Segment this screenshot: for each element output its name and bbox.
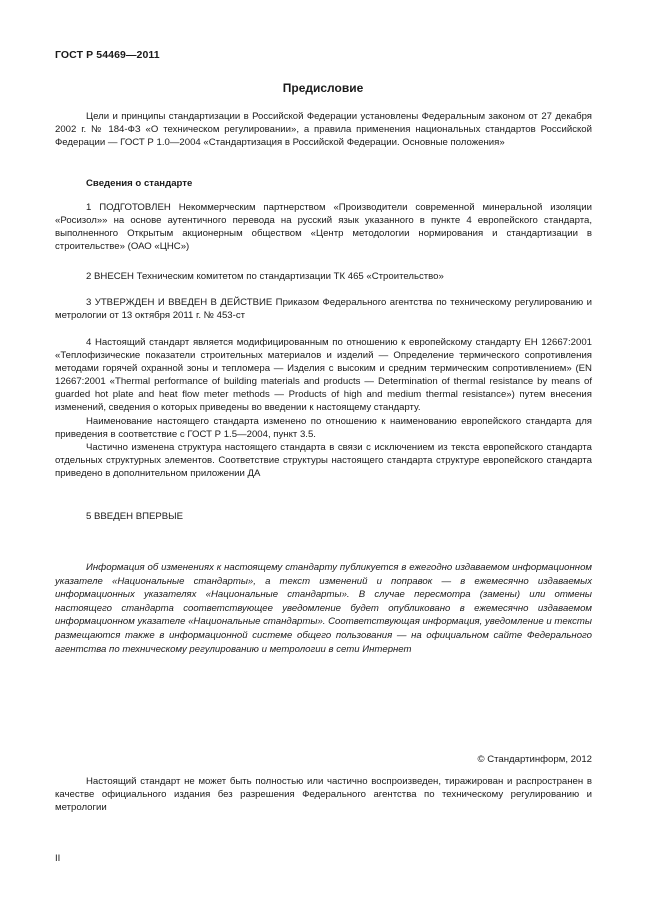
- page-title: Предисловие: [282, 81, 364, 95]
- item-3: [55, 296, 592, 322]
- document-id-header: ГОСТ Р 54469—2011: [55, 49, 160, 61]
- item-2: [55, 270, 592, 283]
- info-notice: [55, 561, 592, 656]
- info-notice-text: Информация об изменениях к настоящему стандарту публикуется в ежегодно издаваемом информационном указателе «Национальные стандарты», а текст изменений и поправок — в ежемесячно издаваемых информационных указателях «Национальные стандарты». В случае пересмотра (замены) или отмены настоящего стандарта соответствующее уведомление будет опубликовано в ежемесячно издаваемом информационном указателе «Национальные стандарты». Соответствующая информация, уведомление и тексты размещаются также в информационной системе общего пользования — на официальном сайте Федерального агентства по техническому регулированию и метрологии в сети Интернет: [55, 562, 592, 655]
- item-4-paragraph-3: Частично изменена структура настоящего стандарта в связи с исключением из текста европейского стандарта отдельных структурных элементов. Соответствие структуры настоящего стандарта структуре европейского стандарта приведено в дополнительном приложении ДА: [55, 441, 592, 479]
- item-5: [55, 510, 592, 523]
- item-4-paragraph-1: 4 Настоящий стандарт является модифицированным по отношению к европейскому стандарту ЕН 12667:2001 «Теплофизические показатели строительных материалов и изделий — Определение термического сопротивления методами горячей охранной зоны и тепломера — Изделия с высоким и средним термическим сопротивлением» (EN 12667:2001 «Thermal performance of building materials and products — Determination of thermal resistance by means of guarded hot plate and heat flow meter methods — Products of high and medium thermal resistance») путем внесения изменений, сведения о которых приведены во введении к настоящему стандарту.: [55, 337, 592, 414]
- intro-paragraph: [55, 110, 592, 149]
- intro-text: Цели и принципы стандартизации в Российской Федерации установлены Федеральным законом от 27 декабря 2002 г. № 184-ФЗ «О техническом регулировании», а правила применения национальных стандартов Российской Федерации — ГОСТ Р 1.0—2004 «Стандартизация в Российской Федерации. Основные положения»: [55, 111, 592, 149]
- item-2-text: 2 ВНЕСЕН Техническим комитетом по стандартизации ТК 465 «Строительство»: [86, 271, 444, 282]
- item-1: [55, 201, 592, 253]
- section-heading: Сведения о стандарте: [86, 178, 193, 189]
- copyright: © Стандартинформ, 2012: [477, 754, 592, 765]
- footer-notice-text: Настоящий стандарт не может быть полностью или частично воспроизведен, тиражирован и распространен в качестве официального издания без разрешения Федерального агентства по техническому регулированию и метрологии: [55, 776, 592, 814]
- footer-notice: [55, 775, 592, 814]
- page-number: II: [55, 853, 61, 864]
- item-3-text: 3 УТВЕРЖДЕН И ВВЕДЕН В ДЕЙСТВИЕ Приказом Федерального агентства по техническому регулированию и метрологии от 13 октября 2011 г. № 453-ст: [55, 297, 592, 322]
- item-4: [55, 336, 592, 480]
- item-1-text: 1 ПОДГОТОВЛЕН Некоммерческим партнерством «Производители современной минеральной изоляции «Росизол»» на основе аутентичного перевода на русский язык указанного в пункте 4 европейского стандарта, выполненного Открытым акционерным обществом «Центр методологии нормирования и стандартизации в строительстве» (ОАО «ЦНС»): [55, 202, 592, 253]
- item-5-text: 5 ВВЕДЕН ВПЕРВЫЕ: [86, 511, 184, 522]
- item-4-paragraph-2: Наименование настоящего стандарта изменено по отношению к наименованию европейского стандарта для приведения в соответствие с ГОСТ Р 1.5—2004, пункт 3.5.: [55, 415, 592, 440]
